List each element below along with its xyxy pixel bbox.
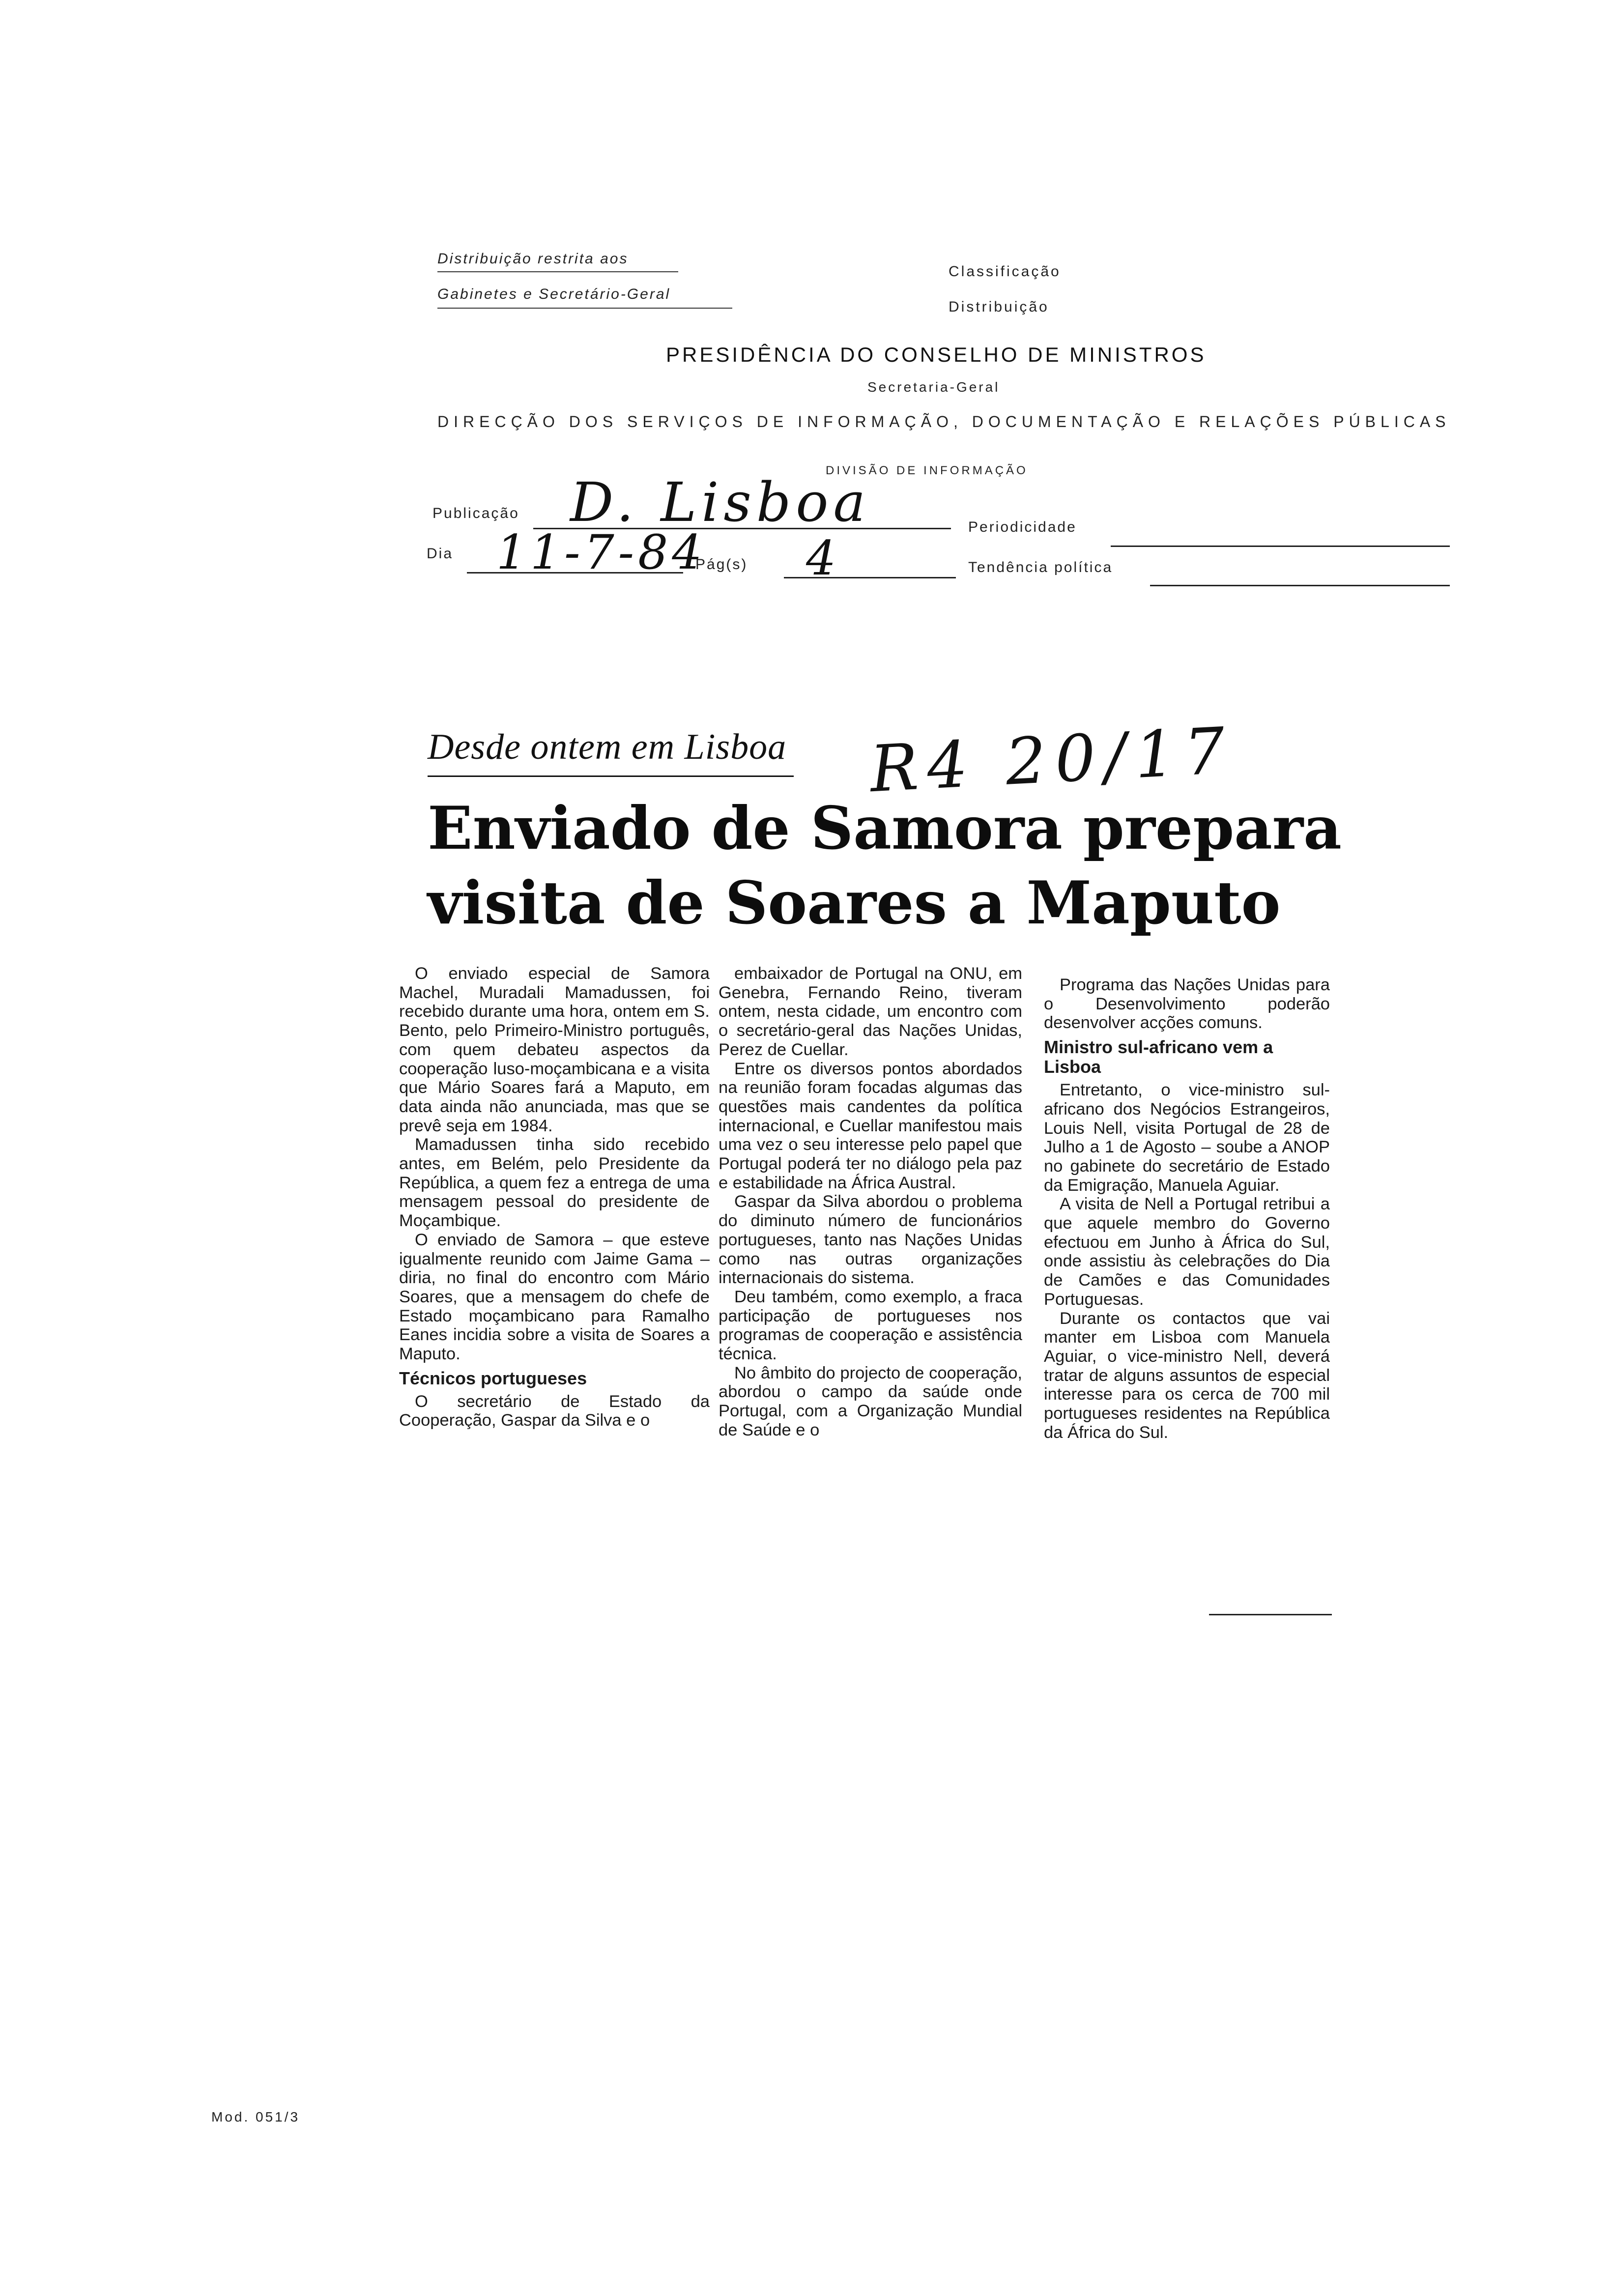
col1-paragraph-2: Mamadussen tinha sido recebido antes, em Belém, pelo Presidente da República, a quem fez a entrega de uma mensagem pessoal do presidente de Moçambique. (399, 1135, 710, 1231)
col1-paragraph-4: O secretário de Estado da Cooperação, Gaspar da Silva e o (399, 1392, 710, 1430)
pags-label: Pág(s) (695, 556, 748, 573)
presidencia-heading: PRESIDÊNCIA DO CONSELHO DE MINISTROS (666, 343, 1207, 366)
article-column-3 (1044, 976, 1330, 1442)
periodicidade-label: Periodicidade (968, 519, 1077, 535)
periodicidade-line (1111, 545, 1450, 547)
col2-paragraph-4: Deu também, como exemplo, a fraca participação de portugueses nos programas de cooperação e assistência técnica. (719, 1287, 1022, 1364)
direccao-servicos: DIRECÇÃO DOS SERVIÇOS DE INFORMAÇÃO, DOCUMENTAÇÃO E RELAÇÕES PÚBLICAS (437, 413, 1451, 430)
classificacao-label: Classificação (949, 263, 1061, 280)
secretaria-geral: Secretaria-Geral (867, 379, 1000, 395)
publicacao-label: Publicação (432, 505, 519, 521)
distribution-note-underline2 (437, 308, 732, 309)
article-column-2 (719, 964, 1022, 1440)
col3-paragraph-1: Programa das Nações Unidas para o Desenvolvimento poderão desenvolver acções comuns. (1044, 976, 1330, 1033)
publicacao-handwritten-value: D. Lisboa (570, 471, 871, 534)
tendencia-label: Tendência política (968, 559, 1113, 575)
kicker-underline (428, 775, 794, 777)
col1-paragraph-1: O enviado especial de Samora Machel, Muradali Mamadussen, foi recebido durante uma hora, ontem em S. Bento, pelo Primeiro-Ministro português, com quem debateu aspectos da cooperação luso-moçambicana e a visita que Mário Soares fará a Maputo, em data ainda não anunciada, mas que se prevê seja em 1984. (399, 964, 710, 1135)
col1-subhead: Técnicos portugueses (399, 1368, 587, 1388)
divisao-informacao: DIVISÃO DE INFORMAÇÃO (826, 464, 1028, 477)
tendencia-line (1150, 585, 1450, 586)
col2-paragraph-5: No âmbito do projecto de cooperação, abordou o campo da saúde onde Portugal, com a Organização Mundial de Saúde e o (719, 1363, 1022, 1439)
col2-paragraph-1: embaixador de Portugal na ONU, em Genebra, Fernando Reino, tiveram ontem, nesta cidade, um encontro com o secretário-geral das Nações Unidas, Perez de Cuellar. (719, 964, 1022, 1059)
article-kicker: Desde ontem em Lisboa (428, 727, 787, 767)
col2-paragraph-3: Gaspar da Silva abordou o problema do diminuto número de funcionários portugueses, tanto nas Nações Unidas como nas outras organizações internacionais do sistema. (719, 1192, 1022, 1288)
distribution-note-underline1 (437, 271, 678, 272)
dia-label: Dia (427, 545, 454, 562)
col3-paragraph-2: Entretanto, o vice-ministro sul-africano dos Negócios Estrangeiros, Louis Nell, visita Portugal de 28 de Julho a 1 de Agosto – soube a ANOP no gabinete do secretário de Estado da Emigração, Manuela Aguiar. (1044, 1081, 1330, 1195)
col3-paragraph-4: Durante os contactos que vai manter em Lisboa com Manuela Aguiar, o vice-ministro Nell, deverá tratar de alguns assuntos de especial interesse para os cerca de 700 mil portugueses residentes na República da África do Sul. (1044, 1309, 1330, 1442)
article-end-rule (1209, 1614, 1332, 1615)
col3-paragraph-3: A visita de Nell a Portugal retribui a que aquele membro do Governo efectuou em Junho à África do Sul, onde assistiu às celebrações do Dia de Camões e das Comunidades Portuguesas. (1044, 1195, 1330, 1309)
article-column-1 (399, 964, 710, 1430)
article-headline-line2: visita de Soares a Maputo (428, 868, 1281, 938)
article-headline-line1: Enviado de Samora prepara (428, 794, 1342, 863)
distribution-note-line2: Gabinetes e Secretário-Geral (437, 286, 671, 302)
distribuicao-label: Distribuição (949, 299, 1049, 315)
handwritten-annotation: R4 20/17 (868, 713, 1236, 807)
pags-handwritten-value: 4 (806, 531, 836, 586)
distribution-note-line1: Distribuição restrita aos (437, 251, 629, 267)
col3-subhead: Ministro sul-africano vem a Lisboa (1044, 1037, 1273, 1077)
col1-paragraph-3: O enviado de Samora – que esteve igualmente reunido com Jaime Gama – diria, no final do encontro com Mário Soares, que a mensagem do chefe de Estado moçambicano para Ramalho Eanes incidia sobre a visita de Soares a Maputo. (399, 1230, 710, 1364)
dia-handwritten-value: 11-7-84 (496, 525, 706, 580)
form-code: Mod. 051/3 (211, 2109, 300, 2124)
col2-paragraph-2: Entre os diversos pontos abordados na reunião foram focadas algumas das questões mais candentes da política internacional, e Cuellar manifestou mais uma vez o seu interesse pelo papel que Portugal poderá ter no diálogo pela paz e estabilidade na África Austral. (719, 1059, 1022, 1192)
